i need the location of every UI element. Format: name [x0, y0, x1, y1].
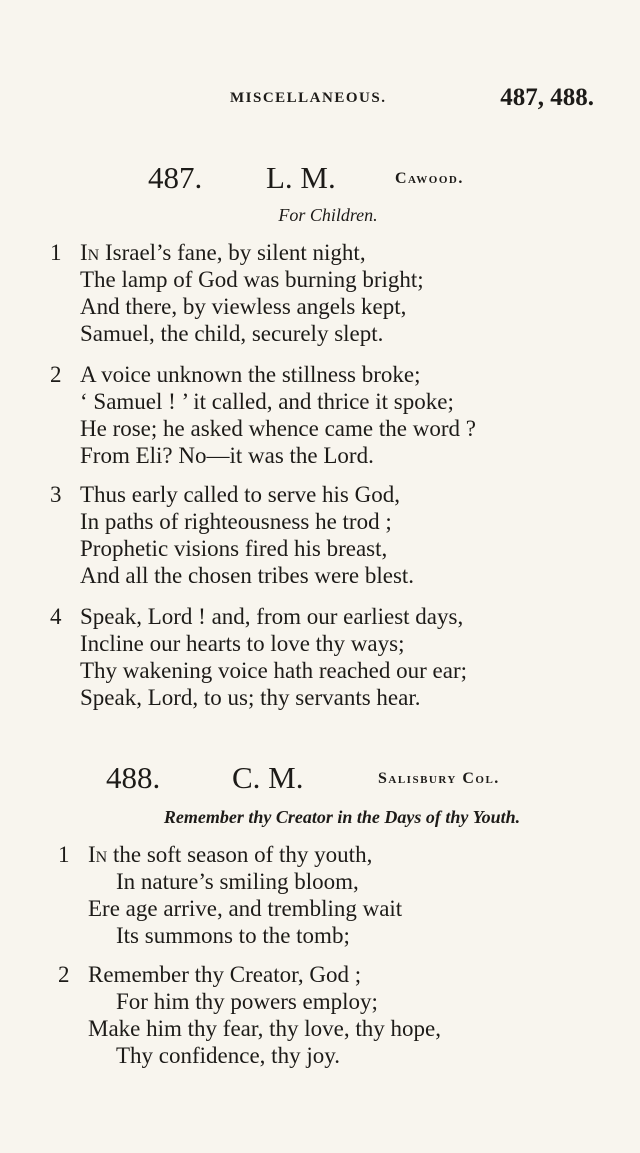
running-header — [0, 84, 640, 114]
verse-line: From Eli? No—it was the Lord. — [80, 443, 374, 468]
running-head: MISCELLANEOUS. — [230, 90, 387, 106]
stanza-number: 1 — [50, 240, 62, 265]
verse-line: Its summons to the tomb; — [116, 923, 350, 948]
verse-line — [80, 240, 366, 266]
hymn-487-heading — [0, 160, 640, 200]
initial-word: In — [80, 240, 100, 265]
hymn-meter: L. M. — [266, 160, 336, 195]
verse-line: In paths of righteousness he trod ; — [80, 509, 392, 534]
initial-word: In — [88, 842, 108, 867]
verse-line: Incline our hearts to love thy ways; — [80, 631, 405, 656]
stanza-number: 2 — [58, 962, 70, 987]
tune-name: Salisbury Col. — [378, 770, 500, 787]
stanza-number: 4 — [50, 604, 62, 629]
verse-line: Ere age arrive, and trembling wait — [88, 896, 403, 921]
hymn-number: 487. — [148, 160, 203, 195]
page-numbers: 487, 488. — [500, 84, 594, 111]
hymn-meter: C. M. — [232, 760, 304, 795]
verse-line: A voice unknown the stillness broke; — [80, 362, 421, 387]
verse-line: Thus early called to serve his God, — [80, 482, 400, 507]
hymn-488-heading — [0, 760, 640, 800]
stanza-number: 2 — [50, 362, 62, 387]
stanza-number: 1 — [58, 842, 70, 867]
verse-line: He rose; he asked whence came the word ? — [80, 416, 476, 441]
hymn-number: 488. — [106, 760, 161, 795]
verse-line: And there, by viewless angels kept, — [80, 294, 407, 319]
verse-line: Prophetic visions fired his breast, — [80, 536, 388, 561]
line-rest: Israel’s fane, by silent night, — [99, 240, 366, 265]
hymn-subtitle: For Children. — [278, 205, 378, 225]
hymn-subtitle: Remember thy Creator in the Days of thy Youth. — [163, 807, 521, 827]
line-rest: the soft season of thy youth, — [107, 842, 373, 867]
verse-line: Speak, Lord, to us; thy servants hear. — [80, 685, 421, 710]
verse-line: Thy wakening voice hath reached our ear; — [80, 658, 467, 683]
tune-name: Cawood. — [395, 170, 464, 187]
verse-line: Samuel, the child, securely slept. — [80, 321, 384, 346]
verse-line: Make him thy fear, thy love, thy hope, — [88, 1016, 441, 1041]
verse-line — [88, 842, 372, 868]
stanza-number: 3 — [50, 482, 62, 507]
verse-line: For him thy powers employ; — [116, 989, 378, 1014]
verse-line: Thy confidence, thy joy. — [116, 1043, 340, 1068]
verse-line: And all the chosen tribes were blest. — [80, 563, 415, 588]
verse-line: The lamp of God was burning bright; — [80, 267, 424, 292]
verse-line: ‘ Samuel ! ’ it called, and thrice it spoke; — [80, 389, 454, 414]
verse-line: Speak, Lord ! and, from our earliest days, — [80, 604, 464, 629]
verse-line: Remember thy Creator, God ; — [88, 962, 362, 987]
verse-line: In nature’s smiling bloom, — [116, 869, 359, 894]
